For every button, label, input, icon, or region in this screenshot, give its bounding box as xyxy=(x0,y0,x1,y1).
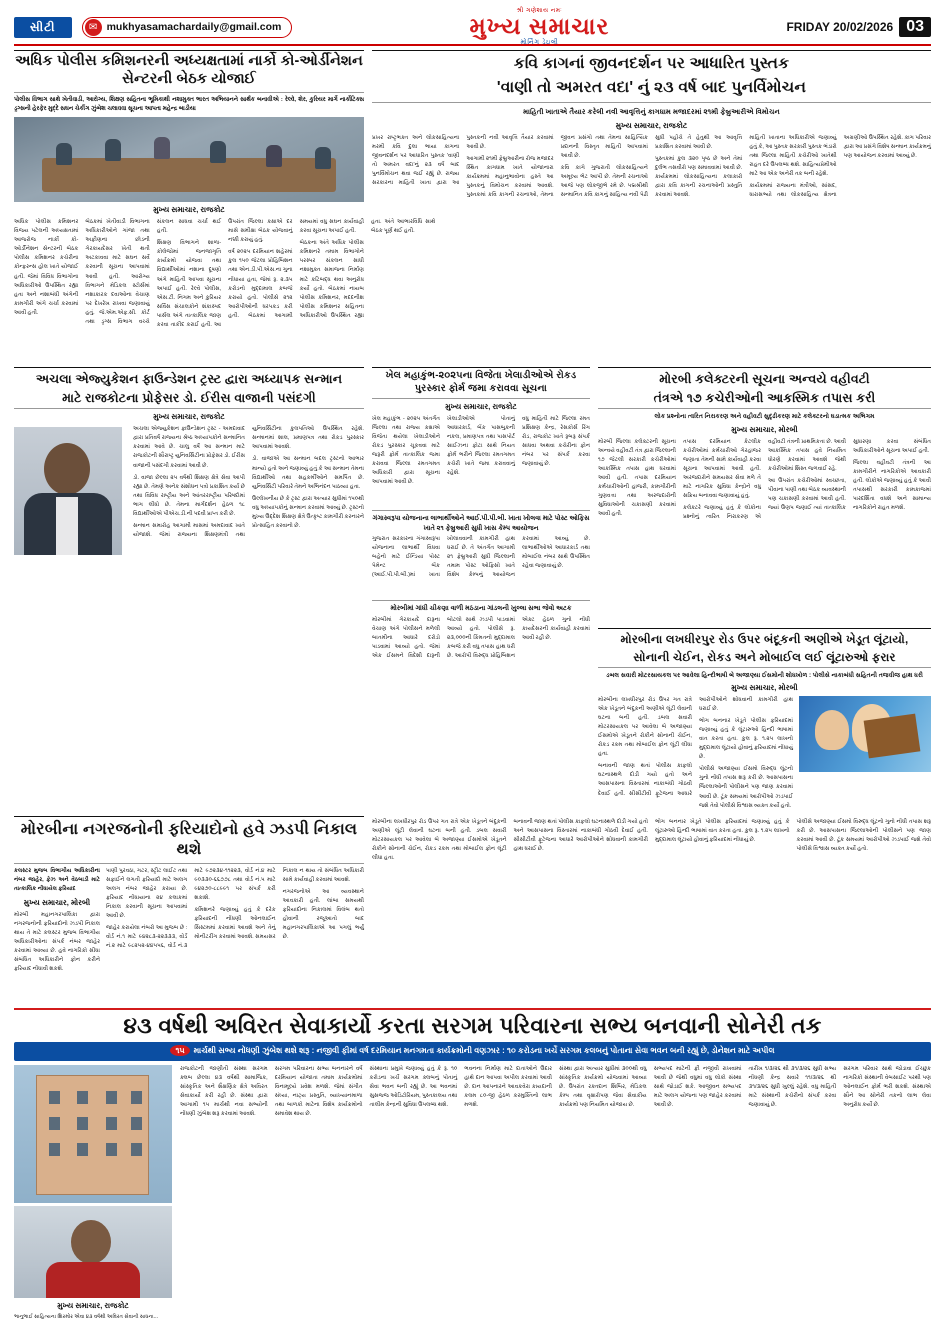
nagarjan-subhead: કલસ્ટર મુજબ વિભાગીય અધિકારીના નંબર જાહેર, ફેઝ અને વેઠબાડી માટે તાત્કાલિક નોંધાયેલ ફરિયાદ xyxy=(14,868,100,892)
issue-date: FRIDAY 20/02/2026 xyxy=(786,20,894,34)
sargam-strip xyxy=(14,1042,931,1061)
achala-para-0: અચલા એજ્યુકેશન ફાઉન્ડેશન ટ્રસ્ટ - અમદાવાદ દ્વારા પ્રતિવર્ષ રાજ્યના શ્રેષ્ઠ અધ્યાપકોને સન્માનિત કરવામાં આવે છે. ચાલુ વર્ષે આ સન્માન માટે રાજકોટની સૌરાષ્ટ્ર યુનિવર્સિટીના પ્રોફેસર ડો. ઈરીસ વાજાની પસંદગી કરવામાં આવી છે. xyxy=(133,426,245,469)
book-para-5: કાર્યક્રમમાં રાજ્યના મંત્રીઓ, સાંસદ, ધારાસભ્યો તથા લોકસાહિત્ય ક્ષેત્રના અગ્રણીઓ ઉપસ્થિત રહેશે. કાગ પરિવાર દ્વારા આ પ્રસંગે વિશેષ સન્માન કાર્યક્રમનું પણ આયોજન કરવામાં આવ્યું છે. xyxy=(749,135,931,199)
nagarjan-para-3: કમિશનરે જણાવ્યું હતું કે દરેક ફરિયાદની નોંધણી ઓનલાઈન સિસ્ટમમાં કરવામાં આવશે અને તેનું મોનીટરીંગ કરવામાં આવશે. સમયસર નિકાલ ન થાય તો સંબંધિત અધિકારી સામે કાર્યવાહી કરવામાં આવશે. xyxy=(194,868,364,941)
book-lead: માહિતી ખાતાએ તૈયાર કરેલી નવી આવૃત્તિનું કાગધામ મજાદરમાં ૨૧મી ફેબ્રુઆરીએ વિમોચન xyxy=(523,107,780,117)
sargam-para-4: સંસ્થા દ્વારા અત્યાર સુધીમાં ૩૦૦થી વધુ સાંસ્કૃતિક કાર્યક્રમો યોજવામાં આવ્યા છે. ઉપરાંત રક્તદાન શિબિર, મેડિકલ કેમ્પ તથા વૃક્ષારોપણ જેવા સેવાકીય કાર્યક્રમો પણ નિયમિત યોજાય છે. xyxy=(559,1066,647,1109)
story-police xyxy=(14,50,436,362)
sargam-strip-text: માર્ચથી સભ્ય નોંધણી ઝુંબેશ થશે શરૂ : નજીવી ફીમાં વર્ષ દરમિયાન મનગમતા કાર્યક્રમોની વણઝાર : ૧૦ કરોડના ખર્ચે સરગમ કલબનું પોતાના સેવા ભવન બની રહ્યું છે, ડોનેશન માટે અપીલ xyxy=(193,1046,775,1056)
achala-byline: મુખ્ય સમાચાર, રાજકોટ xyxy=(153,412,225,422)
email-contact[interactable] xyxy=(82,17,293,38)
book-para-0: પ્રખર રાષ્ટ્રભક્ત અને લોકસાહિત્યના મરમી કવિ દુલા ભાયા કાગના જીવનદર્શન પર આધારિત પુસ્તક 'વાણી તો અમરત વદા'નું ૨૩ વર્ષ બાદ પુનર્વિમોચન થવા જઈ રહ્યું છે. રાજ્ય સરકારના માહિતી ખાતા દ્વારા આ પુસ્તકની નવી આવૃત્તિ તૈયાર કરવામાં આવી છે. xyxy=(372,135,554,187)
loot-cont-para-1: બનાવની જાણ થતાં પોલીસ કાફલો ઘટનાસ્થળે દોડી ગયો હતો અને આસપાસના વિસ્તારમાં નાકાબંધી ગોઠવી દેવાઈ હતી. સીસીટીવી ફૂટેજના આધારે આરોપીઓને શોધવાની કામગીરી હાથ ધરાઈ છે. xyxy=(513,819,648,853)
sargam-caption: ભાનુભાઈ સાહિત્યના શિરમોર એવા ૪૩ વર્ષથી અવિરત સેવાની સાધના... xyxy=(14,1314,158,1321)
achala-para-4: ઉલ્લેખનીય છે કે ટ્રસ્ટ દ્વારા અત્યાર સુધીમાં ૧૫૦થી વધુ અધ્યાપકોનું સન્માન કરવામાં આવ્યું છે. ટ્રસ્ટનો મુખ્ય ઉદ્દેશ શિક્ષણ ક્ષેત્રે ઉત્કૃષ્ટ કામગીરી કરનારને પ્રોત્સાહિત કરવાનો છે. xyxy=(252,495,364,529)
book-byline: મુખ્ય સમાચાર, રાજકોટ xyxy=(615,121,688,131)
loot-subhead: ડબલ સવારી મોટરસાયકલ પર આવેલા હિન્દીભાષી બે અજાણ્યા ઈસમોની શોધખોળ : પોલીસે નાકાબંધી સહિતની તજવીજ હાથ ધરી xyxy=(606,671,923,679)
loot-cont-para-0: મોરબીના લખધીરપુર રોડ ઉપર ગત રાત્રે એક ખેડૂતને બંદૂકની અણીએ લૂંટી લેવાની ઘટના બની હતી. ડબલ સવારી મોટરસાયકલ પર આવેલા બે અજાણ્યા ઈસમોએ ખેડૂતને રોકીને સોનાની ચેઈન, રોકડ રકમ તથા મોબાઈલ ફોન લૂંટી લીધા હતા. xyxy=(372,819,507,862)
khel-byline: મુખ્ય સમાચાર, રાજકોટ xyxy=(445,401,517,411)
envelope-icon: ✉ xyxy=(85,19,102,36)
nagarjan-headline: મોરબીના નગરજનોની ફરિયાદોનો હવે ઝડપી નિકાલ થશે xyxy=(20,821,358,859)
police-headline: અધિક પોલીસ કમિશનરની અધ્યક્ષતામાં નાર્કો કો-ઓર્ડીનેશન સેન્ટરની બેઠક યોજાઈ xyxy=(15,53,363,87)
collector-para-4: જિલ્લા વહીવટી તંત્રની આ કામગીરીને નાગરિકોએ આવકારી હતી. લોકોએ જણાવ્યું હતું કે આવી તપાસથી સરકારી કામકાજમાં પારદર્શિતા વધશે અને સામાન્ય નાગરિકોને રાહત મળશે. xyxy=(853,459,931,511)
gandhi-body xyxy=(372,616,590,678)
achala-para-3: ડો. વાજાએ આ સન્માન બદલ ટ્રસ્ટનો આભાર માન્યો હતો અને જણાવ્યું હતું કે આ સન્માન તેમના વિદ્યાર્થીઓ તથા સહકર્મીઓને સમર્પિત છે. યુનિવર્સિટી પરિવારે તેમને અભિનંદન પાઠવ્યા હતા. xyxy=(252,456,364,490)
book-headline-line1: કવિ કાગનાં જીવનદર્શન પર આધારિત પુસ્તક xyxy=(513,55,790,72)
story-nagarjan xyxy=(14,816,364,1003)
collector-headline-line2: તંત્રએ ૧૭ કચેરીઓની આકસ્મિક તપાસ કરી xyxy=(653,391,876,406)
loot-para-3: પોલીસે અજાણ્યા ઈસમો વિરુદ્ધ લૂંટનો ગુનો નોંધી તપાસ શરૂ કરી છે. આસપાસના જિલ્લાઓની પોલીસને પણ જાણ કરવામાં આવી છે. ટૂંક સમયમાં આરોપીઓ ઝડપાઈ જશે તેવો પોલીસે વિશ્વાસ વ્યક્ત કર્યો હતો. xyxy=(699,766,793,809)
sargam-para-7: સરગમ પરિવાર સાથે જોડાવા ઈચ્છુક નાગરિકો સંસ્થાની વેબસાઈટ પરથી પણ ઓનલાઈન ફોર્મ ભરી શકશે. સંસ્થાએ સૌને આ સોનેરી તકનો લાભ લેવા અનુરોધ કર્યો છે. xyxy=(843,1066,931,1109)
logo-title: મુખ્ય સમાચાર xyxy=(469,12,610,39)
mid-center-column xyxy=(372,367,590,812)
nagarjan-body xyxy=(106,867,364,1003)
sargam-para-3: ભવનના નિર્માણ માટે દાતાઓને ઉદાર હાથે દાન આપવા અપીલ કરવામાં આવી છે. દાન આપનારને આવકવેરા કાયદાની કલમ ૮૦-જી હેઠળ કરમુક્તિનો લાભ મળશે. xyxy=(464,1066,552,1109)
ganga-body xyxy=(372,535,590,597)
loot-continued xyxy=(372,816,931,1003)
loot-para-2: ભોગ બનનાર ખેડૂતે પોલીસ ફરિયાદમાં જણાવ્યું હતું કે લૂંટારુઓ હિન્દી ભાષામાં વાત કરતા હતા. કુલ રૂ. ૧.૨૫ લાખનો મુદ્દામાલ લૂંટાયો હોવાનું ફરિયાદમાં નોંધાયું છે. xyxy=(699,718,793,761)
loot-cont-para-2: ભોગ બનનાર ખેડૂતે પોલીસ ફરિયાદમાં જણાવ્યું હતું કે લૂંટારુઓ હિન્દી ભાષામાં વાત કરતા હતા. કુલ રૂ. ૧.૨૫ લાખનો મુદ્દામાલ લૂંટાયો હોવાનું ફરિયાદમાં નોંધાયું છે. xyxy=(655,819,790,844)
loot-para-0: મોરબીના લખધીરપુર રોડ ઉપર ગત રાત્રે એક ખેડૂતને બંદૂકની અણીએ લૂંટી લેવાની ઘટના બની હતી. ડબલ સવારી મોટરસાયકલ પર આવેલા બે અજાણ્યા ઈસમોએ ખેડૂતને રોકીને સોનાની ચેઈન, રોકડ રકમ તથા મોબાઈલ ફોન લૂંટી લીધા હતા. xyxy=(598,697,692,758)
police-para-1: બેઠકમાં ખેતીવાડી વિભાગના અધિકારીઓને ગાંજા તથા અફીણના છોડની ગેરકાયદેસર ખેતી થતી અટકાવવા માટે સઘન સર્વે કરવાની સૂચના આપવામાં આવી હતી. આરોગ્ય વિભાગને મેડિકલ સ્ટોર્સમાં નશાકારક દવાઓના વેચાણ પર દેખરેખ રાખવા જણાવાયું હતું. જે.એમ.એફ.સી. કોર્ટ તથા ડ્રગ્સ વિભાગ વચ્ચે સંકલન સાધવા ચર્ચા થઈ હતી. xyxy=(85,219,222,325)
mid-row xyxy=(14,367,931,812)
gandhi-headline: મોરબીમાં ગાંધી ચીકણા વાળી મઠડાના ગાંડલની ખુલ્લા સભા જેવો અટક xyxy=(390,605,572,613)
sargam-headline: ૪૩ વર્ષથી અવિરત સેવાકાર્યો કરતા સરગમ પરિવારના સભ્ય બનવાની સોનેરી તક xyxy=(123,1013,822,1039)
police-byline: મુખ્ય સમાચાર, રાજકોટ xyxy=(153,205,225,215)
nagarjan-para-2: જાહેર કરાયેલા નંબરો આ મુજબ છે : વોર્ડ નં.૧ માટે ૯૪૨૮૩-૨૨૩૩૩, વોર્ડ નં.૨ માટે ૯૮૨૫૨-૪૪૫૫૬, વોર્ડ નં.૩ માટે ૯૭૨૩૪-૧૧૨૨૩, વોર્ડ નં.૪ માટે ૯૦૩૩૦-૬૬૭૭૮ તથા વોર્ડ નં.૫ માટે ૯૪૨૭૦-૮૮૯૯૧ પર સંપર્ક કરી શકાશે. xyxy=(106,868,276,950)
meeting-room-photo xyxy=(14,117,364,202)
page-number: 03 xyxy=(899,17,931,37)
collector-para-3: આ ઉપરાંત કચેરીઓમાં સ્વચ્છતા, પીવાના પાણી તથા બેઠક વ્યવસ્થાની પણ ચકાસણી કરવામાં આવી હતી. જ્યાં ઉણપ જણાઈ ત્યાં તાત્કાલિક સુધારણા કરવા સંબંધિત અધિકારીઓને સૂચના અપાઈ હતી. xyxy=(768,438,931,511)
police-para-3: વર્ષ ૨૦૨૫ દરમિયાન શહેરમાં કુલ ૧૫૦ જેટલા પ્રોહિબિશન તથા એન.ડી.પી.એસ.ના ગુના નોંધાયા હતા, જેમાં રૂ. ૨.૩૫ કરોડનો મુદ્દામાલ કબજે કરાયો હતો. પોલીસે ૨૧૨ આરોપીઓની ધરપકડ કરી હતી. બેઠકમાં આગામી સમયમાં વધુ સઘન કાર્યવાહી કરવા સૂચના અપાઈ હતી. xyxy=(228,219,364,319)
sargam-para-5: સભ્યપદ માટેની ફી નજીવી રાખવામાં આવી છે જેથી વધુમાં વધુ લોકો સંસ્થા સાથે જોડાઈ શકે. આજીવન સભ્યપદ માટે અલગ યોજના પણ જાહેર કરવામાં આવી છે. xyxy=(653,1066,742,1109)
logo-subtitle: મોર્નિંગ ડેઇલી xyxy=(520,38,559,46)
nagarjan-para-0: મોરબી મહાનગરપાલિકા દ્વારા નગરજનોની ફરિયાદોનો ઝડપી નિકાલ થાય તે માટે કલસ્ટર મુજબ વિભાગીય અધિકારીઓના સંપર્ક નંબર જાહેર કરવામાં આવ્યા છે. હવે નાગરિકો સીધા સંબંધિત અધિકારીને ફોન કરીને ફરિયાદ નોંધાવી શકશે. xyxy=(14,911,100,973)
book-body xyxy=(372,134,931,362)
book-para-3: પુસ્તકમાં કુલ ૩૨૦ પૃષ્ઠ છે અને તેમાં દુર્લભ તસવીરો પણ સમાવવામાં આવી છે. કાર્યક્રમમાં લોકસાહિત્યના કલાકારો દ્વારા કવિ કાગની રચનાઓની પ્રસ્તુતિ કરવામાં આવશે. xyxy=(654,156,743,199)
collector-para-1: તપાસ દરમિયાન કેટલીક કચેરીઓમાં કર્મચારીઓ ગેરહાજર જણાતા તેમની સામે કાર્યવાહી કરવા સૂચના આપવામાં આવી હતી. અરજદારોને સમયસર સેવા મળે તે માટે નાગરિક સુવિધા કેન્દ્રોને વધુ સક્રિય બનાવવા જણાવાયું હતું. xyxy=(683,438,761,499)
sargam-bhavan-building-photo xyxy=(14,1065,172,1203)
sargam-para-2: સંસ્થાના પ્રમુખે જણાવ્યું હતું કે રૂ. ૧૦ કરોડના ખર્ચે સરગમ ક્લબનું પોતાનું સેવા ભવન બની રહ્યું છે. આ ભવનમાં સુસજ્જ ઓડિટોરિયમ, પુસ્તકાલય તથા તાલીમ કેન્દ્રની સુવિધા ઉપલબ્ધ થશે. xyxy=(369,1066,458,1109)
police-body xyxy=(14,218,436,336)
robbery-illustration xyxy=(799,696,931,772)
nagarjan-para-1: પાણી પુરવઠા, ગટર, સ્ટ્રીટ લાઈટ તથા સફાઈને લગતી ફરિયાદો માટે અલગ અલગ નંબર જાહેર કરાયા છે. ફરિયાદ નોંધાયાના ૨૪ કલાકમાં નિકાલ કરવાની સૂચના આપવામાં આવી છે. xyxy=(106,868,188,920)
collector-lead: લોક પ્રશ્નોના ત્વરિત નિરાકરણ અને વહીવટી સુદૃઢીકરણ માટે કલેક્ટરનો ઘડાત્મક અભિગમ xyxy=(654,413,875,421)
sargam-strip-number: ૧૫ xyxy=(170,1045,189,1056)
feature-sargam xyxy=(14,1008,931,1322)
ganga-headline: ગંગાસ્વરૂપા યોજનાના લાભાર્થીઓને આઈ.પી.પી.બી. ખાતા ખોલવા માટે પોસ્ટ ઓફિસ ખાતે ૨૧ ફેબ્રુઆરી સુધી ખાસ કેમ્પ આયોજન xyxy=(372,514,590,532)
loot-byline: મુખ્ય સમાચાર, મોરબી xyxy=(731,683,798,693)
loot-cont-para-3: પોલીસે અજાણ્યા ઈસમો વિરુદ્ધ લૂંટનો ગુનો નોંધી તપાસ શરૂ કરી છે. આસપાસના જિલ્લાઓની પોલીસને પણ જાણ કરવામાં આવી છે. ટૂંક સમયમાં આરોપીઓ ઝડપાઈ જશે તેવો પોલીસે વિશ્વાસ વ્યક્ત કર્યો હતો. xyxy=(796,819,931,853)
loot-headline-line2: સોનાની ચેઈન, રોકડ અને મોબાઈલ લઈ લૂંટારુઓ ફરાર xyxy=(633,650,896,664)
collector-para-0: મોરબી જિલ્લા કલેક્ટરની સૂચના અન્વયે વહીવટી તંત્ર દ્વારા જિલ્લાની ૧૭ જેટલી સરકારી કચેરીઓમાં આકસ્મિક તપાસ હાથ ધરવામાં આવી હતી. તપાસ દરમિયાન કર્મચારીઓની હાજરી, કામગીરીની ગુણવત્તા તથા અરજદારોની સુવિધાઓની ચકાસણી કરવામાં આવી હતી. xyxy=(598,438,676,517)
gandhi-para: મોરબીમાં ગેરકાયદે દારૂના વેચાણ અંગે પોલીસને મળેલી બાતમીના આધારે દરોડો પાડવામાં આવ્યો હતો. જેમાં એક ઈસમને વિદેશી દારૂની બોટલો સાથે ઝડપી પાડવામાં આવ્યો હતો. પોલીસે રૂ. ૨૩,૦૦૦ની કિંમતનો મુદ્દામાલ કબજે કરી વધુ તપાસ હાથ ધરી છે. આરોપી વિરુદ્ધ પ્રોહિબિશન એક્ટ હેઠળ ગુનો નોંધી કાયદેસરની કાર્યવાહી કરવામાં આવી રહી છે. xyxy=(372,616,590,659)
khel-para-0: ખેલ મહાકુંભ - ૨૦૨૫ અંતર્ગત જિલ્લા તથા રાજ્ય કક્ષાએ વિજેતા થયેલા ખેલાડીઓને રોકડ પુરસ્કાર ચૂકવવા માટે જરૂરી ફોર્મ તાત્કાલિક જમા કરાવવા જિલ્લા રમતગમત અધિકારી દ્વારા સૂચના આપવામાં આવી છે. xyxy=(372,415,440,486)
khel-para-1: ખેલાડીઓએ પોતાનું આધારકાર્ડ, બેંક પાસબુકની નકલ, પ્રમાણપત્ર તથા પાસપોર્ટ સાઈઝના ફોટા સાથે નિયત ફોર્મ ભરીને જિલ્લા રમતગમત કચેરી ખાતે જમા કરાવવાનું રહેશે. xyxy=(447,415,515,477)
sargam-para-1: સરગમ પરિવારના સભ્ય બનનારને વર્ષ દરમિયાન યોજાતા તમામ કાર્યક્રમોમાં વિનામૂલ્યે પ્રવેશ મળશે. જેમાં સંગીત સંધ્યા, નાટ્ય પ્રસ્તુતિ, વ્યાખ્યાનમાળા તથા બાળકો માટેના વિશેષ કાર્યક્રમોનો સમાવેશ થાય છે. xyxy=(274,1066,363,1118)
sargam-byline: મુખ્ય સમાચાર, રાજકોટ xyxy=(57,1301,129,1311)
khel-headline: ખેલ મહાકુંભ-૨૦૨૫ના વિજેતા ખેલાડીઓએ રોકડ પુરસ્કાર ફોર્મ જમા કરાવવા સૂચના xyxy=(385,370,577,395)
sargam-body xyxy=(180,1065,931,1263)
book-para-1: આગામી ૨૧મી ફેબ્રુઆરીના રોજ મજાદર સ્થિત કાગધામ ખાતે યોજાનારા કાર્યક્રમમાં મહાનુભાવોના હસ્તે આ પુસ્તકનું વિમોચન કરવામાં આવશે. પુસ્તકમાં કવિ કાગની રચનાઓ, તેમના જીવન પ્રસંગો તથા તેમના સાહિત્યિક પ્રદાનની વિસ્તૃત માહિતી આપવામાં આવી છે. xyxy=(466,135,648,199)
loot-para-1: બનાવની જાણ થતાં પોલીસ કાફલો ઘટનાસ્થળે દોડી ગયો હતો અને આસપાસના વિસ્તારમાં નાકાબંધી ગોઠવી દેવાઈ હતી. સીસીટીવી ફૂટેજના આધારે આરોપીઓને શોધવાની કામગીરી હાથ ધરાઈ છે. xyxy=(598,697,793,797)
story-achala xyxy=(14,367,364,812)
police-para-0: અધિક પોલીસ કમિશનર વિજય પટેલની અધ્યક્ષતામાં આજરોજ નાર્કો કો-ઓર્ડીનેશન સેન્ટરની બેઠક પોલીસ કમિશનર કચેરીના કોન્ફરન્સ હોલ ખાતે યોજાઈ હતી. જેમાં વિવિધ વિભાગોના અધિકારીઓ ઉપસ્થિત રહ્યા હતા અને નશાબંધી અંગેની કામગીરી અંગે ચર્ચા કરવામાં આવી હતી. xyxy=(14,219,79,316)
achala-headline-line1: અચલા એજ્યુકેશન ફાઉન્ડેશન ટ્રસ્ટ દ્વારા અધ્યાપક સન્માન xyxy=(35,372,343,387)
book-headline-line2: 'વાણી તો અમરત વદા' નું ૨૩ વર્ષ બાદ પુનર્વિમોચન xyxy=(496,79,807,97)
mid-right-column xyxy=(598,367,931,812)
collector-byline: મુખ્ય સમાચાર, મોરબી xyxy=(731,424,798,434)
police-para-4: બેઠકના અંતે અધિક પોલીસ કમિશનરે તમામ વિભાગોને પરસ્પર સંકલન સાધી નશામુક્ત સમાજના નિર્માણ માટે કટિબદ્ધ થવા અનુરોધ કર્યો હતો. બેઠકમાં નાયબ પોલીસ કમિશનર, મદદનીશ પોલીસ કમિશનર સહિતના અધિકારીઓ ઉપસ્થિત રહ્યા હતા. અંતે આભારવિધિ સાથે બેઠક પૂર્ણ થઈ હતી. xyxy=(299,219,436,319)
collector-headline-line1: મોરબી કલેક્ટરની સૂચના અન્વયે વહીવટી xyxy=(659,372,870,387)
nagarjan-para-4: નગરજનોએ આ વ્યવસ્થાને આવકારી હતી. લાંબા સમયથી ફરિયાદોના નિકાલમાં વિલંબ થતો હોવાની રજૂઆતો બાદ મહાનગરપાલિકાએ આ પગલું ભર્યું છે. xyxy=(282,889,364,941)
achala-para-2: સન્માન સમારોહ આગામી માસમાં અમદાવાદ ખાતે યોજાશે. જેમાં રાજ્યના શિક્ષણમંત્રી તથા યુનિવર્સિટીના કુલપતિઓ ઉપસ્થિત રહેશે. સન્માનમાં શાલ, પ્રમાણપત્ર તથા રોકડ પુરસ્કાર આપવામાં આવશે. xyxy=(133,426,364,538)
sargam-president-photo xyxy=(14,1206,172,1298)
loot-headline-line1: મોરબીના લખધીરપુર રોડ ઉપર બંદૂકની અણીએ ખેડૂત લૂંટાયો, xyxy=(620,632,909,646)
book-para-2: કવિ કાગે ગુજરાતી લોકસાહિત્યને અમૂલ્ય ભેટ આપી છે. તેમની રચનાઓ આજે પણ લોકજીભે રમે છે. પદ્મશ્રીથી સન્માનિત કવિ કાગનું સાહિત્ય નવી પેઢી સુધી પહોંચે તે હેતુથી આ આવૃત્તિ પ્રકાશિત કરવામાં આવી છે. xyxy=(560,135,743,199)
logo-top-text: શ્રી ગણેશાય નમઃ xyxy=(516,7,563,14)
achala-headline-line2: માટે રાજકોટના પ્રોફેસર ડો. ઈરીસ વાજાની પસંદગી xyxy=(62,391,316,406)
sargam-para-6: તારીખ ૧/૩/૨૬ થી ૩૧/૩/૨૬ સુધી સભ્ય નોંધણી કેન્દ્ર સવારે ૧૧/૩/૨૬ થી ૩૧/૩/૨૬ સુધી ખુલ્લું રહેશે. વધુ માહિતી માટે સંસ્થાની કચેરીનો સંપર્ક કરવા જણાવાયું છે. xyxy=(748,1066,837,1109)
police-subhead: પોલીસ વિભાગ સાથે ખેતીવાડી, આરોગ્ય, શિક્ષણ સહિતના ભૂમિકાથી નશામુક્ત ભારત અભિયાનને સાર્થક બનાવીએ : રેલ્વે, શેર, કુરિયર માર્ગે નાર્કોટિક્સ ડ્રગ્સની હેરફેર મુદ્દે સઘન ચેકીંગ ઝુંબેશ ચલાવવા સૂચના આપતા મહેન્દ્ર બાડીયા xyxy=(14,96,364,112)
email-text: mukhyasamachardaily@gmail.com xyxy=(106,21,282,33)
collector-body xyxy=(598,438,931,624)
professor-portrait xyxy=(14,427,122,555)
masthead xyxy=(14,7,931,46)
police-para-2: શિક્ષણ વિભાગને શાળા-કોલેજોમાં જનજાગૃતિ કાર્યક્રમો યોજવા તથા વિદ્યાર્થીઓમાં નશાના દૂષણો અંગે માહિતી આપવા સૂચના અપાઈ હતી. રેલ્વે પોલીસ, એસ.ટી. નિગમ અને કુરિયર સર્વિસ સંચાલકોને શંકાસ્પદ પાર્સલ અંગે તાત્કાલિક જાણ કરવા તાકીદ કરાઈ હતી. આ ઉપરાંત જિલ્લા કક્ષાએ દર માસે સમીક્ષા બેઠક યોજવાનું નક્કી કરાયું હતું. xyxy=(156,219,293,328)
sargam-para-0: રાજકોટની જાણીતી સંસ્થા સરગમ ક્લબ છેલ્લા ૪૩ વર્ષથી સામાજિક, સાંસ્કૃતિક અને શૈક્ષણિક ક્ષેત્રે અવિરત સેવાકાર્યો કરી રહી છે. સંસ્થા દ્વારા આગામી ૧૫ માર્ચથી નવા સભ્યોની નોંધણી ઝુંબેશ શરૂ કરવામાં આવશે. xyxy=(180,1066,268,1118)
ganga-para: ગુજરાત સરકારના ગંગાસ્વરૂપા યોજનાના લાભાર્થી વિધવા બહેનો માટે ઈન્ડિયા પોસ્ટ પેમેન્ટ બેંક (આઈ.પી.પી.બી.)માં ખાતા ખોલાવવાની કામગીરી હાથ ધરાઈ છે. તે અંતર્ગત આગામી ૨૧ ફેબ્રુઆરી સુધી જિલ્લાની તમામ પોસ્ટ ઓફિસો ખાતે વિશેષ કેમ્પનું આયોજન કરવામાં આવ્યું છે. લાભાર્થીઓએ આધારકાર્ડ તથા મોબાઈલ નંબર સાથે ઉપસ્થિત રહેવા જણાવાયું છે. xyxy=(372,536,590,579)
collector-para-2: કલેક્ટરે જણાવ્યું હતું કે લોકોના પ્રશ્નોનું ત્વરિત નિરાકરણ એ વહીવટી તંત્રની પ્રાથમિકતા છે. આવી આકસ્મિક તપાસ હવે નિયમિત ધોરણે કરવામાં આવશે જેથી કચેરીઓમાં શિસ્ત જળવાઈ રહે. xyxy=(683,438,846,520)
story-book xyxy=(372,50,931,362)
book-para-4: માહિતી ખાતાના અધિકારીએ જણાવ્યું હતું કે, આ પુસ્તક સરકારી પુસ્તક ભંડારો તથા જિલ્લા માહિતી કચેરીઓ ખાતેથી રાહત દરે ઉપલબ્ધ થશે. સાહિત્યપ્રેમીઓ માટે આ એક અનેરી તક બની રહેશે. xyxy=(749,135,837,178)
nagarjan-byline: મુખ્ય સમાચાર, મોરબી xyxy=(23,897,91,907)
loot-body xyxy=(598,696,793,812)
khel-body xyxy=(372,415,590,507)
newspaper-logo xyxy=(292,8,786,47)
khel-para-2: વધુ માહિતી માટે જિલ્લા રમત પ્રશિક્ષણ કેન્દ્ર, રેસકોર્સ રિંગ રોડ, રાજકોટ ખાતે રૂબરૂ સંપર્ક સાધવા અથવા કચેરીના ફોન નંબર પર સંપર્ક કરવા જણાવાયું છે. xyxy=(522,415,590,468)
achala-body xyxy=(14,425,364,631)
top-row xyxy=(14,50,931,362)
achala-para-1: ડો. વાજા છેલ્લા ૨૫ વર્ષથી શિક્ષણ ક્ષેત્રે સેવા આપી રહ્યા છે. તેમણે અનેક સંશોધન પત્રો પ્રકાશિત કર્યા છે તથા વિવિધ રાષ્ટ્રીય અને આંતરરાષ્ટ્રીય પરિષદોમાં ભાગ લીધો છે. તેમના માર્ગદર્શન હેઠળ ૧૮ વિદ્યાર્થીઓએ પીએચ.ડી.ની પદવી પ્રાપ્ત કરી છે. xyxy=(133,474,245,517)
city-tag: સીટી xyxy=(14,17,72,38)
